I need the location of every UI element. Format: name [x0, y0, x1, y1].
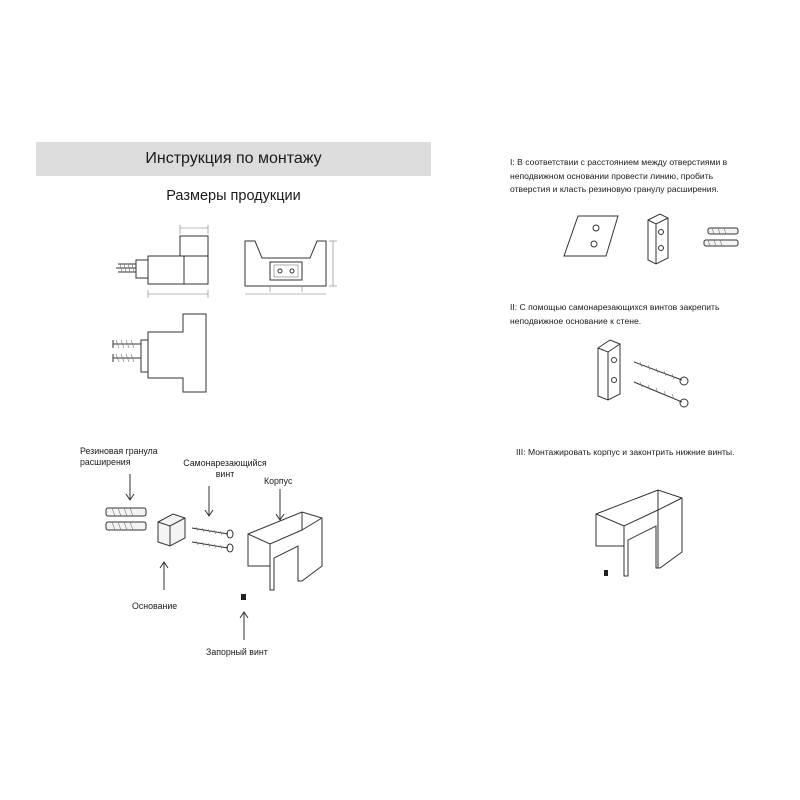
section-title: Размеры продукции: [166, 188, 301, 204]
base-label: Основание: [132, 601, 178, 611]
body-label: Корпус: [264, 476, 293, 486]
step-2-text: II: С помощью самонарезающихся винтов закрепить неподвижное основание к стене.: [510, 302, 720, 326]
dowel-label: Резиновая гранула расширения: [80, 446, 158, 467]
step-1-text: I: В соответствии с расстоянием между отверстиями в неподвижном основании провести линию, пробить отверстия и класть резиновую гранулу расширения.: [510, 157, 728, 194]
step-1-illustration: [560, 212, 750, 272]
lock-screw-small-icon: [604, 570, 608, 576]
step-2-illustration: [590, 334, 700, 414]
step-3-illustration: [592, 482, 702, 582]
step-3-text: III: Монтажировать корпус и законтрить нижние винты.: [516, 447, 735, 457]
screw-label: Самонарезающийся винт: [183, 458, 267, 479]
lock-screw-label: Запорный винт: [206, 647, 268, 657]
page-title: Инструкция по монтажу: [145, 150, 322, 167]
